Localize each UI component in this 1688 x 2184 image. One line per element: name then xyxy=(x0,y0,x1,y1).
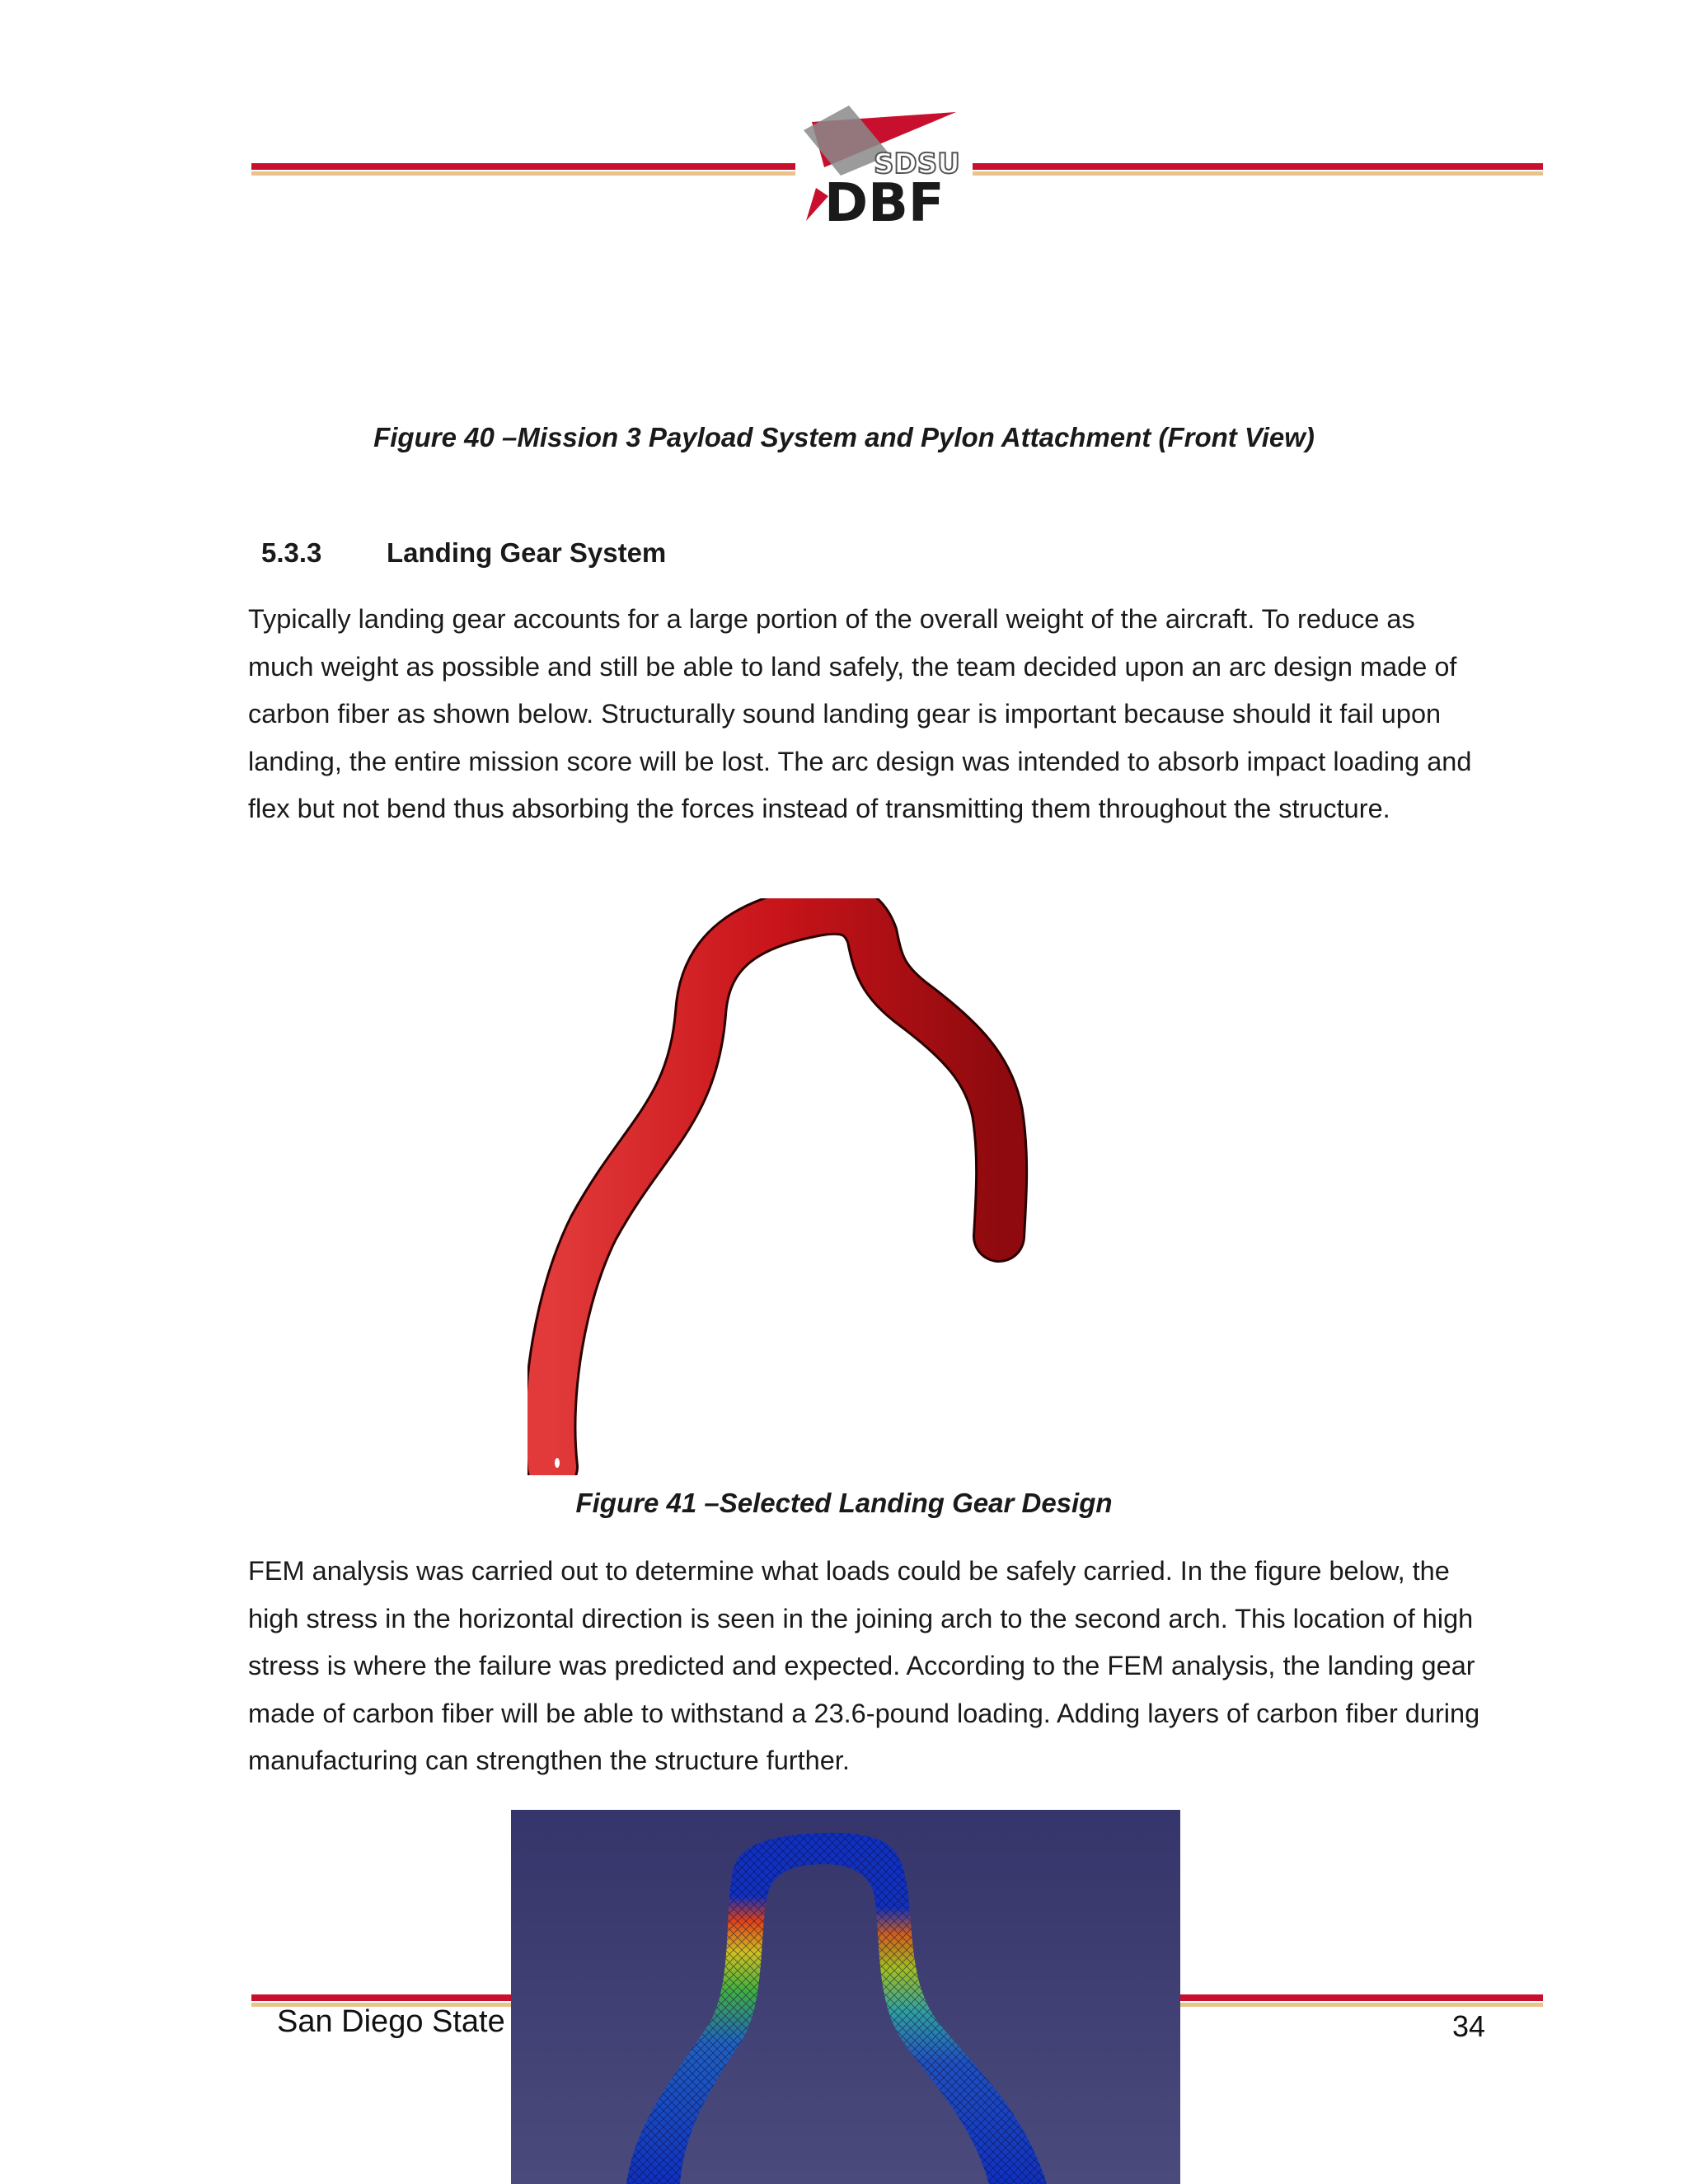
page-number: 34 xyxy=(1452,2009,1486,2043)
svg-text:DBF: DBF xyxy=(824,173,945,233)
footer-rule-right xyxy=(1179,1994,1543,2003)
figure-40-caption: Figure 40 –Mission 3 Payload System and Pylon Attachment (Front View) xyxy=(373,422,1315,452)
paragraph-fem-analysis: FEM analysis was carried out to determine what loads could be safely carried. In the figure below, the high stress in the horizontal direction is seen in the joining arch to the second arch. This location of high stress is where the failure was predicted and expected. According to the FEM analysis, the landing gear made of carbon fiber will be able to withstand a 23.6-pound loading. Adding layers of carbon fiber during manufacturing can strengthen the structure further. xyxy=(248,1556,1480,1776)
section-title: Landing Gear System xyxy=(387,537,667,568)
paragraph-landing-gear-intro: Typically landing gear accounts for a large portion of the overall weight of the aircraft. To reduce as much weight as possible and still be able to land safely, the team decided upon an arc design made of carbon fiber as shown below. Structurally sound landing gear is important because should it fail upon landing, the entire mission score will be lost. The arc design was intended to absorb impact loading and flex but not bend thus absorbing the forces instead of transmitting them throughout the structure. xyxy=(248,604,1472,824)
header-rule-left xyxy=(251,163,795,171)
sdsu-dbf-logo xyxy=(791,97,981,233)
header-rule-right xyxy=(973,163,1543,171)
svg-text:SDSU: SDSU xyxy=(874,148,960,180)
section-heading xyxy=(261,537,666,569)
section-number: 5.3.3 xyxy=(261,537,322,568)
figure-41-caption: Figure 41 –Selected Landing Gear Design xyxy=(575,1488,1113,1518)
footer-school-name: San Diego State xyxy=(277,2004,505,2039)
landing-gear-figure xyxy=(528,898,1088,1475)
fem-analysis-image xyxy=(511,1810,1180,2184)
footer-rule-left xyxy=(251,1994,515,2003)
